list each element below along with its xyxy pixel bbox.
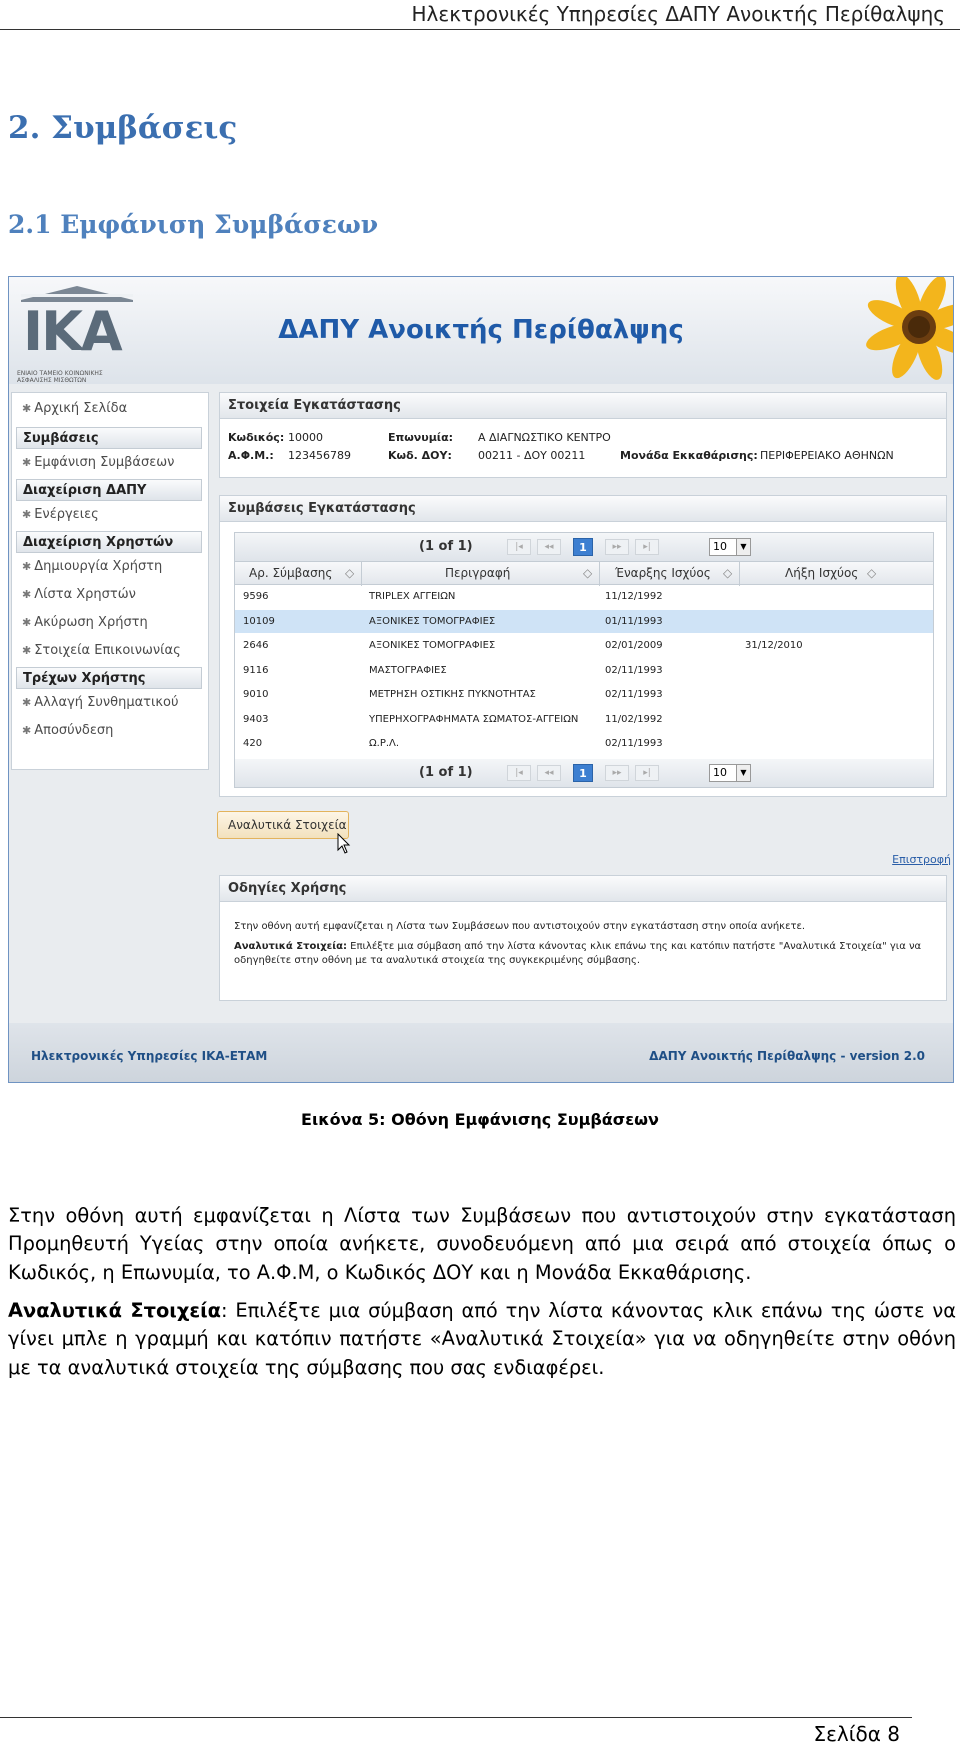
table-cell-end: 31/12/2010 xyxy=(745,640,803,651)
first-page-button[interactable]: |◂ xyxy=(507,539,531,555)
app-footer xyxy=(9,1023,953,1083)
help-line-2 xyxy=(234,940,934,968)
current-page-button[interactable]: 1 xyxy=(573,764,593,782)
table-cell-desc: ΜΕΤΡΗΣΗ ΟΣΤΙΚΗΣ ΠΥΚΝΟΤΗΤΑΣ xyxy=(369,689,536,700)
body-paragraph-2-text: : Επιλέξτε μια σύμβαση από την λίστα κάνοντας κλικ επάνω της ώστε να γίνει μπλε η γραμμή και κατόπιν πατήστε «Αναλυτικά Στοιχεία» για να οδηγηθείτε στην οθόνη με τα αναλυτικά στοιχεία της σύμβασης που σας ενδιαφέρει. xyxy=(8,1299,956,1379)
running-header-title: Ηλεκτρονικές Υπηρεσίες ΔΑΠΥ Ανοικτής Περίθαλψης xyxy=(411,2,945,26)
table-row[interactable] xyxy=(235,585,933,608)
sidebar-item-logout[interactable]: ✱ Αποσύνδεση xyxy=(22,723,114,738)
table-cell-desc: ΑΞΟΝΙΚΕΣ ΤΟΜΟΓΡΑΦΙΕΣ xyxy=(369,615,496,627)
table-cell-num: 9010 xyxy=(243,689,269,700)
sidebar-item-actions[interactable]: ✱ Ενέργειες xyxy=(22,507,99,522)
facility-afm-label-wrap xyxy=(228,449,274,462)
facility-afm-label: Α.Φ.Μ.: xyxy=(228,449,274,462)
table-row[interactable] xyxy=(235,659,933,682)
table-row[interactable] xyxy=(235,708,933,731)
col-header-number[interactable]: Αρ. Σύμβασης xyxy=(249,566,333,580)
first-page-button[interactable]: |◂ xyxy=(507,765,531,781)
facility-unit-label-wrap xyxy=(620,449,758,462)
facility-name-label: Επωνυμία: xyxy=(388,431,454,444)
facility-doy-value: 00211 - ΔΟΥ 00211 xyxy=(478,449,586,462)
sidebar-item-change-password[interactable]: ✱ Αλλαγή Συνθηματικού xyxy=(22,695,179,710)
table-cell-start: 02/11/1993 xyxy=(605,738,663,749)
table-row[interactable] xyxy=(235,634,933,657)
body-paragraph-1: Στην οθόνη αυτή εμφανίζεται η Λίστα των Συμβάσεων που αντιστοιχούν στην εγκατάσταση Προμηθευτή Υγείας στην οποία ανήκετε, συνοδευόμενη από μια σειρά από στοιχεία όπως ο Κωδικός, η Επωνυμία, το Α.Φ.Μ, ο Κωδικός ΔΟΥ και η Μονάδα Εκκαθάρισης. xyxy=(8,1204,956,1284)
sunflower-image xyxy=(849,277,953,384)
col-header-end[interactable]: Λήξη Ισχύος xyxy=(785,566,859,580)
table-cell-num: 9403 xyxy=(243,713,269,725)
current-page-button[interactable]: 1 xyxy=(573,538,593,556)
sidebar-item-home[interactable]: ✱ Αρχική Σελίδα xyxy=(22,401,128,416)
table-cell-desc: ΜΑΣΤΟΓΡΑΦΙΕΣ xyxy=(369,664,447,676)
table-cell-num: 10109 xyxy=(243,615,275,627)
details-button[interactable]: Αναλυτικά Στοιχεία xyxy=(217,811,349,839)
next-page-button[interactable]: ▸▸ xyxy=(605,539,629,555)
table-row[interactable] xyxy=(235,683,933,706)
help-line-2-text: Επιλέξτε μια σύμβαση από την λίστα κάνοντας κλικ επάνω της και κατόπιν πατήστε "Αναλυτικά Στοιχεία" για να οδηγηθείτε στην οθόνη με τα αναλυτικά στοιχεία της συγκεκριμένης σύμβασης. xyxy=(234,941,922,966)
back-link[interactable]: Επιστροφή xyxy=(892,853,951,866)
sort-icon[interactable]: ◇ xyxy=(723,566,733,580)
col-header-description[interactable]: Περιγραφή xyxy=(445,566,511,580)
logo-subtext: ΕΝΙΑΙΟ ΤΑΜΕΙΟ ΚΟΙΝΩΝΙΚΗΣ ΑΣΦΑΛΙΣΗΣ ΜΙΣΘΩΤΩΝ xyxy=(17,370,103,384)
sidebar-section-users: Διαχείριση Χρηστών xyxy=(16,531,202,553)
table-header xyxy=(235,561,933,585)
table-row[interactable] xyxy=(235,732,933,755)
subsection-title: 2.1 Εμφάνιση Συμβάσεων xyxy=(8,210,379,239)
table-cell-num: 9116 xyxy=(243,664,269,676)
body-paragraph-2-label: Αναλυτικά Στοιχεία xyxy=(8,1299,222,1322)
facility-code-value: 10000 xyxy=(288,431,323,444)
sidebar-item-show-contracts[interactable]: ✱ Εμφάνιση Συμβάσεων xyxy=(22,455,175,470)
table-cell-start: 11/02/1992 xyxy=(605,713,663,725)
facility-name-label-wrap xyxy=(388,431,453,444)
contracts-panel-title: Συμβάσεις Εγκατάστασης xyxy=(220,496,946,522)
page-size-select[interactable]: 10 ▼ xyxy=(709,764,751,782)
sidebar-item-contact[interactable]: ✱ Στοιχεία Επικοινωνίας xyxy=(22,643,181,658)
table-cell-start: 02/01/2009 xyxy=(605,640,663,651)
page-size-select[interactable]: 10 ▼ xyxy=(709,538,751,556)
help-panel-title: Οδηγίες Χρήσης xyxy=(220,876,946,902)
facility-unit-label: Μονάδα Εκκαθάρισης: xyxy=(620,449,758,462)
facility-doy-label-wrap xyxy=(388,449,452,462)
footer-divider xyxy=(0,1717,912,1718)
contracts-panel xyxy=(219,495,947,797)
col-header-start[interactable]: Έναρξης Ισχύος xyxy=(615,566,711,580)
table-cell-start: 02/11/1993 xyxy=(605,664,663,676)
gear-icon: ✱ xyxy=(22,644,32,657)
app-banner xyxy=(9,277,953,384)
table-row[interactable] xyxy=(235,610,933,633)
sidebar-section-current-user: Τρέχων Χρήστης xyxy=(16,667,202,689)
table-cell-desc: ΑΞΟΝΙΚΕΣ ΤΟΜΟΓΡΑΦΙΕΣ xyxy=(369,640,496,651)
app-title: ΔΑΠΥ Ανοικτής Περίθαλψης xyxy=(278,315,684,345)
last-page-button[interactable]: ▸| xyxy=(635,539,659,555)
help-panel xyxy=(219,875,947,1001)
sidebar-item-create-user[interactable]: ✱ Δημιουργία Χρήστη xyxy=(22,559,163,574)
running-header xyxy=(0,0,960,30)
contracts-table xyxy=(234,532,934,788)
facility-code-row xyxy=(228,431,284,444)
last-page-button[interactable]: ▸| xyxy=(635,765,659,781)
sort-icon[interactable]: ◇ xyxy=(583,566,593,580)
prev-page-button[interactable]: ◂◂ xyxy=(537,539,561,555)
gear-icon: ✱ xyxy=(22,560,32,573)
application-screenshot xyxy=(8,276,954,1083)
column-divider xyxy=(599,562,600,586)
pager-bottom xyxy=(235,759,933,787)
sort-icon[interactable]: ◇ xyxy=(345,566,355,580)
gear-icon: ✱ xyxy=(22,696,32,709)
table-cell-num: 420 xyxy=(243,738,263,749)
figure-caption: Εικόνα 5: Οθόνη Εμφάνισης Συμβάσεων xyxy=(301,1110,659,1129)
gear-icon: ✱ xyxy=(22,724,32,737)
sidebar-section-management: Διαχείριση ΔΑΠΥ xyxy=(16,479,202,501)
pager-top xyxy=(235,533,933,561)
logo-text: ΙΚΑ xyxy=(23,300,121,363)
sidebar-section-contracts: Συμβάσεις xyxy=(16,427,202,449)
chevron-down-icon: ▼ xyxy=(736,765,750,781)
table-cell-desc: TRIPLEX ΑΓΓΕΙΩΝ xyxy=(369,591,456,602)
gear-icon: ✱ xyxy=(22,616,32,629)
gear-icon: ✱ xyxy=(22,402,32,415)
footer-right-text: ΔΑΠΥ Ανοικτής Περίθαλψης - version 2.0 xyxy=(649,1049,925,1063)
facility-code-label: Κωδικός: xyxy=(228,431,285,444)
facility-doy-label: Κωδ. ΔΟΥ: xyxy=(388,449,452,462)
gear-icon: ✱ xyxy=(22,508,32,521)
column-divider xyxy=(739,562,740,586)
table-cell-start: 02/11/1993 xyxy=(605,689,663,700)
footer-left-text: Ηλεκτρονικές Υπηρεσίες ΙΚΑ-ΕΤΑΜ xyxy=(31,1049,268,1063)
table-cell-start: 01/11/1993 xyxy=(605,615,663,627)
gear-icon: ✱ xyxy=(22,456,32,469)
gear-icon: ✱ xyxy=(22,588,32,601)
help-line-1: Στην οθόνη αυτή εμφανίζεται η Λίστα των Συμβάσεων που αντιστοιχούν στην εγκατάσταση στην οποία ανήκετε. xyxy=(234,921,806,932)
facility-panel xyxy=(219,392,947,478)
mouse-cursor-icon xyxy=(337,833,353,855)
facility-name-value: Α ΔΙΑΓΝΩΣΤΙΚΟ ΚΕΝΤΡΟ xyxy=(478,431,611,444)
chevron-down-icon: ▼ xyxy=(736,539,750,555)
facility-panel-title: Στοιχεία Εγκατάστασης xyxy=(220,393,946,419)
sidebar-menu xyxy=(11,392,209,770)
help-line-2-label: Αναλυτικά Στοιχεία: xyxy=(234,941,347,952)
sort-icon[interactable]: ◇ xyxy=(867,566,877,580)
facility-unit-value: ΠΕΡΙΦΕΡΕΙΑΚΟ ΑΘΗΝΩΝ xyxy=(760,449,894,462)
next-page-button[interactable]: ▸▸ xyxy=(605,765,629,781)
sidebar-item-cancel-user[interactable]: ✱ Ακύρωση Χρήστη xyxy=(22,615,148,630)
facility-afm-value: 123456789 xyxy=(288,449,351,462)
table-cell-desc: Ω.Ρ.Λ. xyxy=(369,738,400,749)
pager-count: (1 of 1) xyxy=(419,539,473,554)
table-cell-desc: ΥΠΕΡΗΧΟΓΡΑΦΗΜΑΤΑ ΣΩΜΑΤΟΣ-ΑΓΓΕΙΩΝ xyxy=(369,713,579,725)
section-title: 2. Συμβάσεις xyxy=(8,110,238,146)
table-cell-num: 2646 xyxy=(243,640,269,651)
table-cell-num: 9596 xyxy=(243,591,269,602)
prev-page-button[interactable]: ◂◂ xyxy=(537,765,561,781)
page-number: Σελίδα 8 xyxy=(813,1722,900,1746)
table-cell-start: 11/12/1992 xyxy=(605,591,663,602)
sidebar-item-user-list[interactable]: ✱ Λίστα Χρηστών xyxy=(22,587,136,602)
body-paragraph-2 xyxy=(8,1297,956,1382)
pager-count: (1 of 1) xyxy=(419,765,473,780)
column-divider xyxy=(361,562,362,586)
